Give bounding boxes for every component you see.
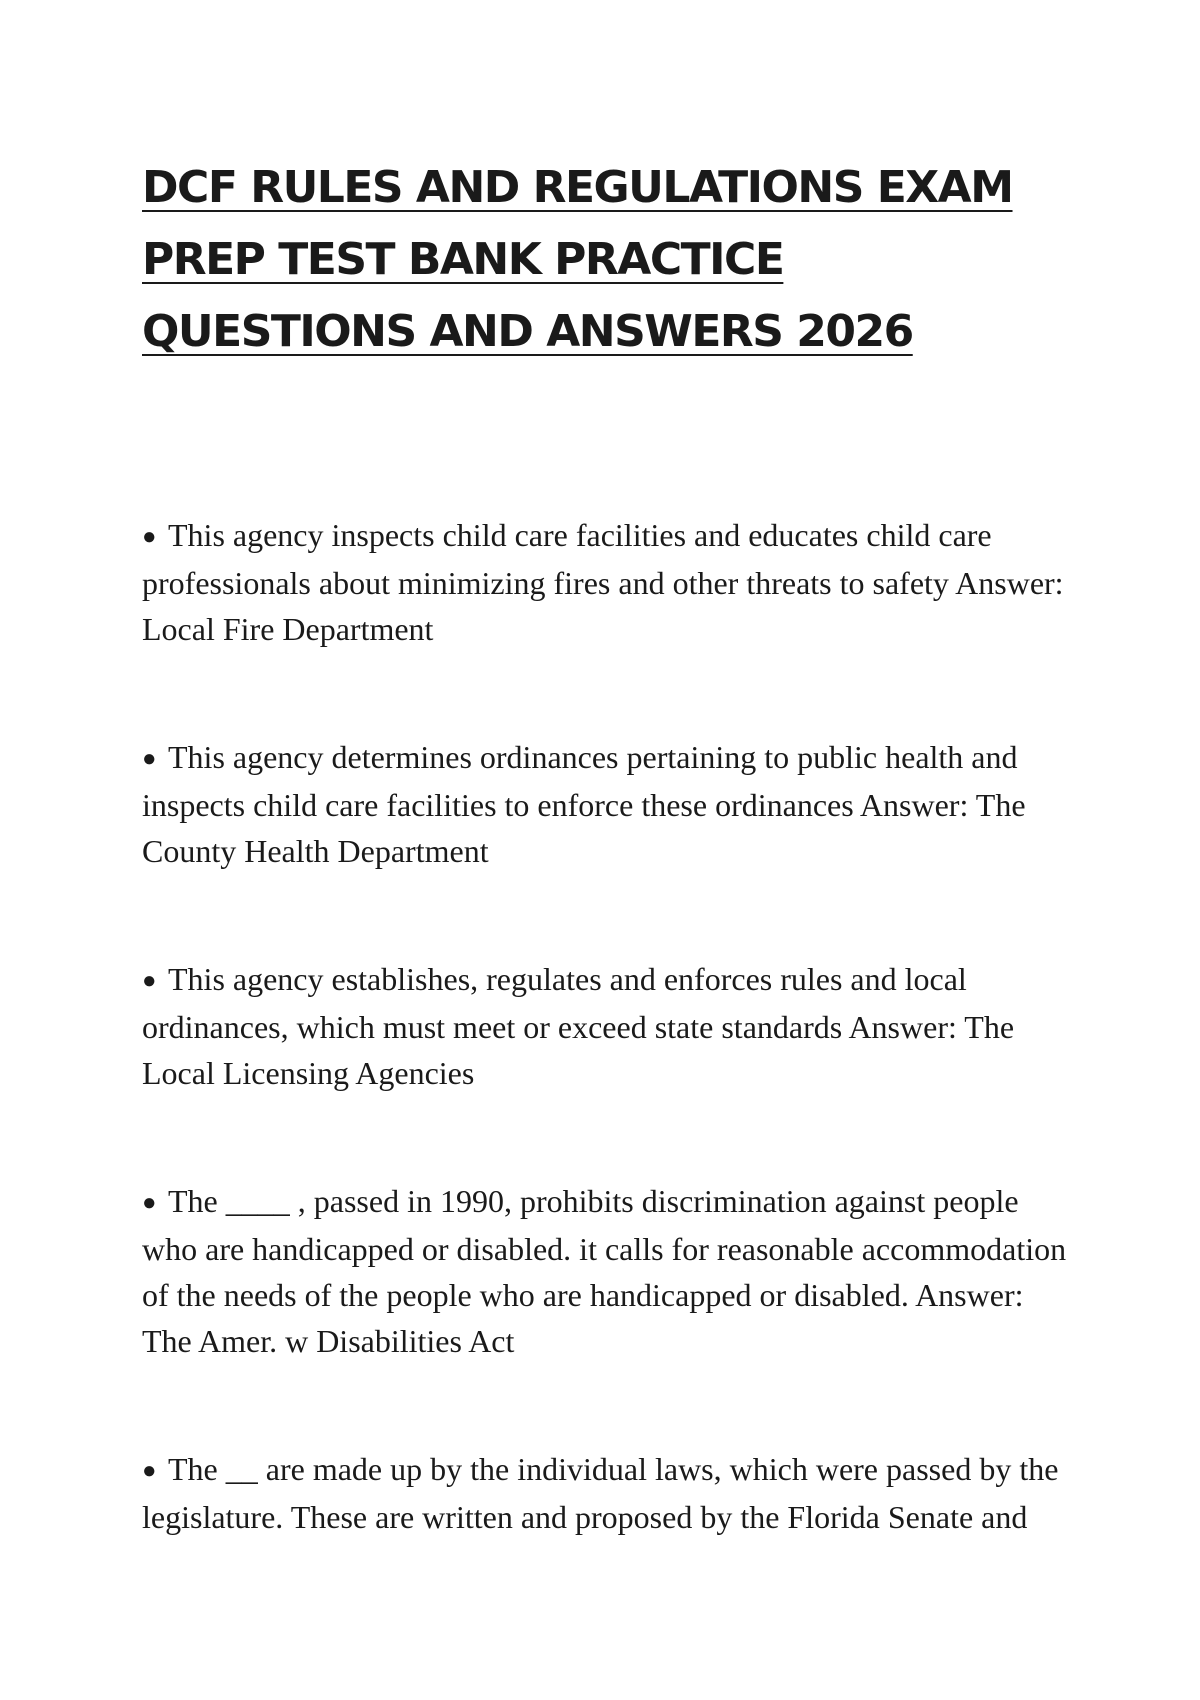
bullet-icon: ● [142, 746, 157, 772]
qa-item-3 [142, 956, 1072, 1096]
qa-item-text: This agency inspects child care facilities and educates child care professionals about minimizing fires and other threats to safety Answer: Local Fire Department [142, 517, 1064, 647]
qa-item-5 [142, 1446, 1072, 1540]
bullet-icon: ● [142, 1458, 157, 1484]
document-title [142, 152, 1062, 368]
question-answer-list [142, 512, 1072, 1622]
bullet-icon: ● [142, 968, 157, 994]
qa-item-text: The __ are made up by the individual laws, which were passed by the legislature. These are written and proposed by the Florida Senate and [142, 1451, 1059, 1535]
qa-item-text: This agency determines ordinances pertaining to public health and inspects child care facilities to enforce these ordinances Answer: The County Health Department [142, 739, 1026, 869]
bullet-icon: ● [142, 524, 157, 550]
qa-item-1 [142, 512, 1072, 652]
bullet-icon: ● [142, 1190, 157, 1216]
document-title-text: DCF RULES AND REGULATIONS EXAM PREP TEST BANK PRACTICE QUESTIONS AND ANSWERS 2026 [142, 162, 1013, 357]
qa-item-text: This agency establishes, regulates and enforces rules and local ordinances, which must meet or exceed state standards Answer: The Local Licensing Agencies [142, 961, 1015, 1091]
qa-item-2 [142, 734, 1072, 874]
qa-item-text: The ____ , passed in 1990, prohibits discrimination against people who are handicapped or disabled. it calls for reasonable accommodation of the needs of the people who are handicapped or disabled. Answer: The Amer. w Disabilities Act [142, 1183, 1067, 1359]
qa-item-4 [142, 1178, 1072, 1364]
